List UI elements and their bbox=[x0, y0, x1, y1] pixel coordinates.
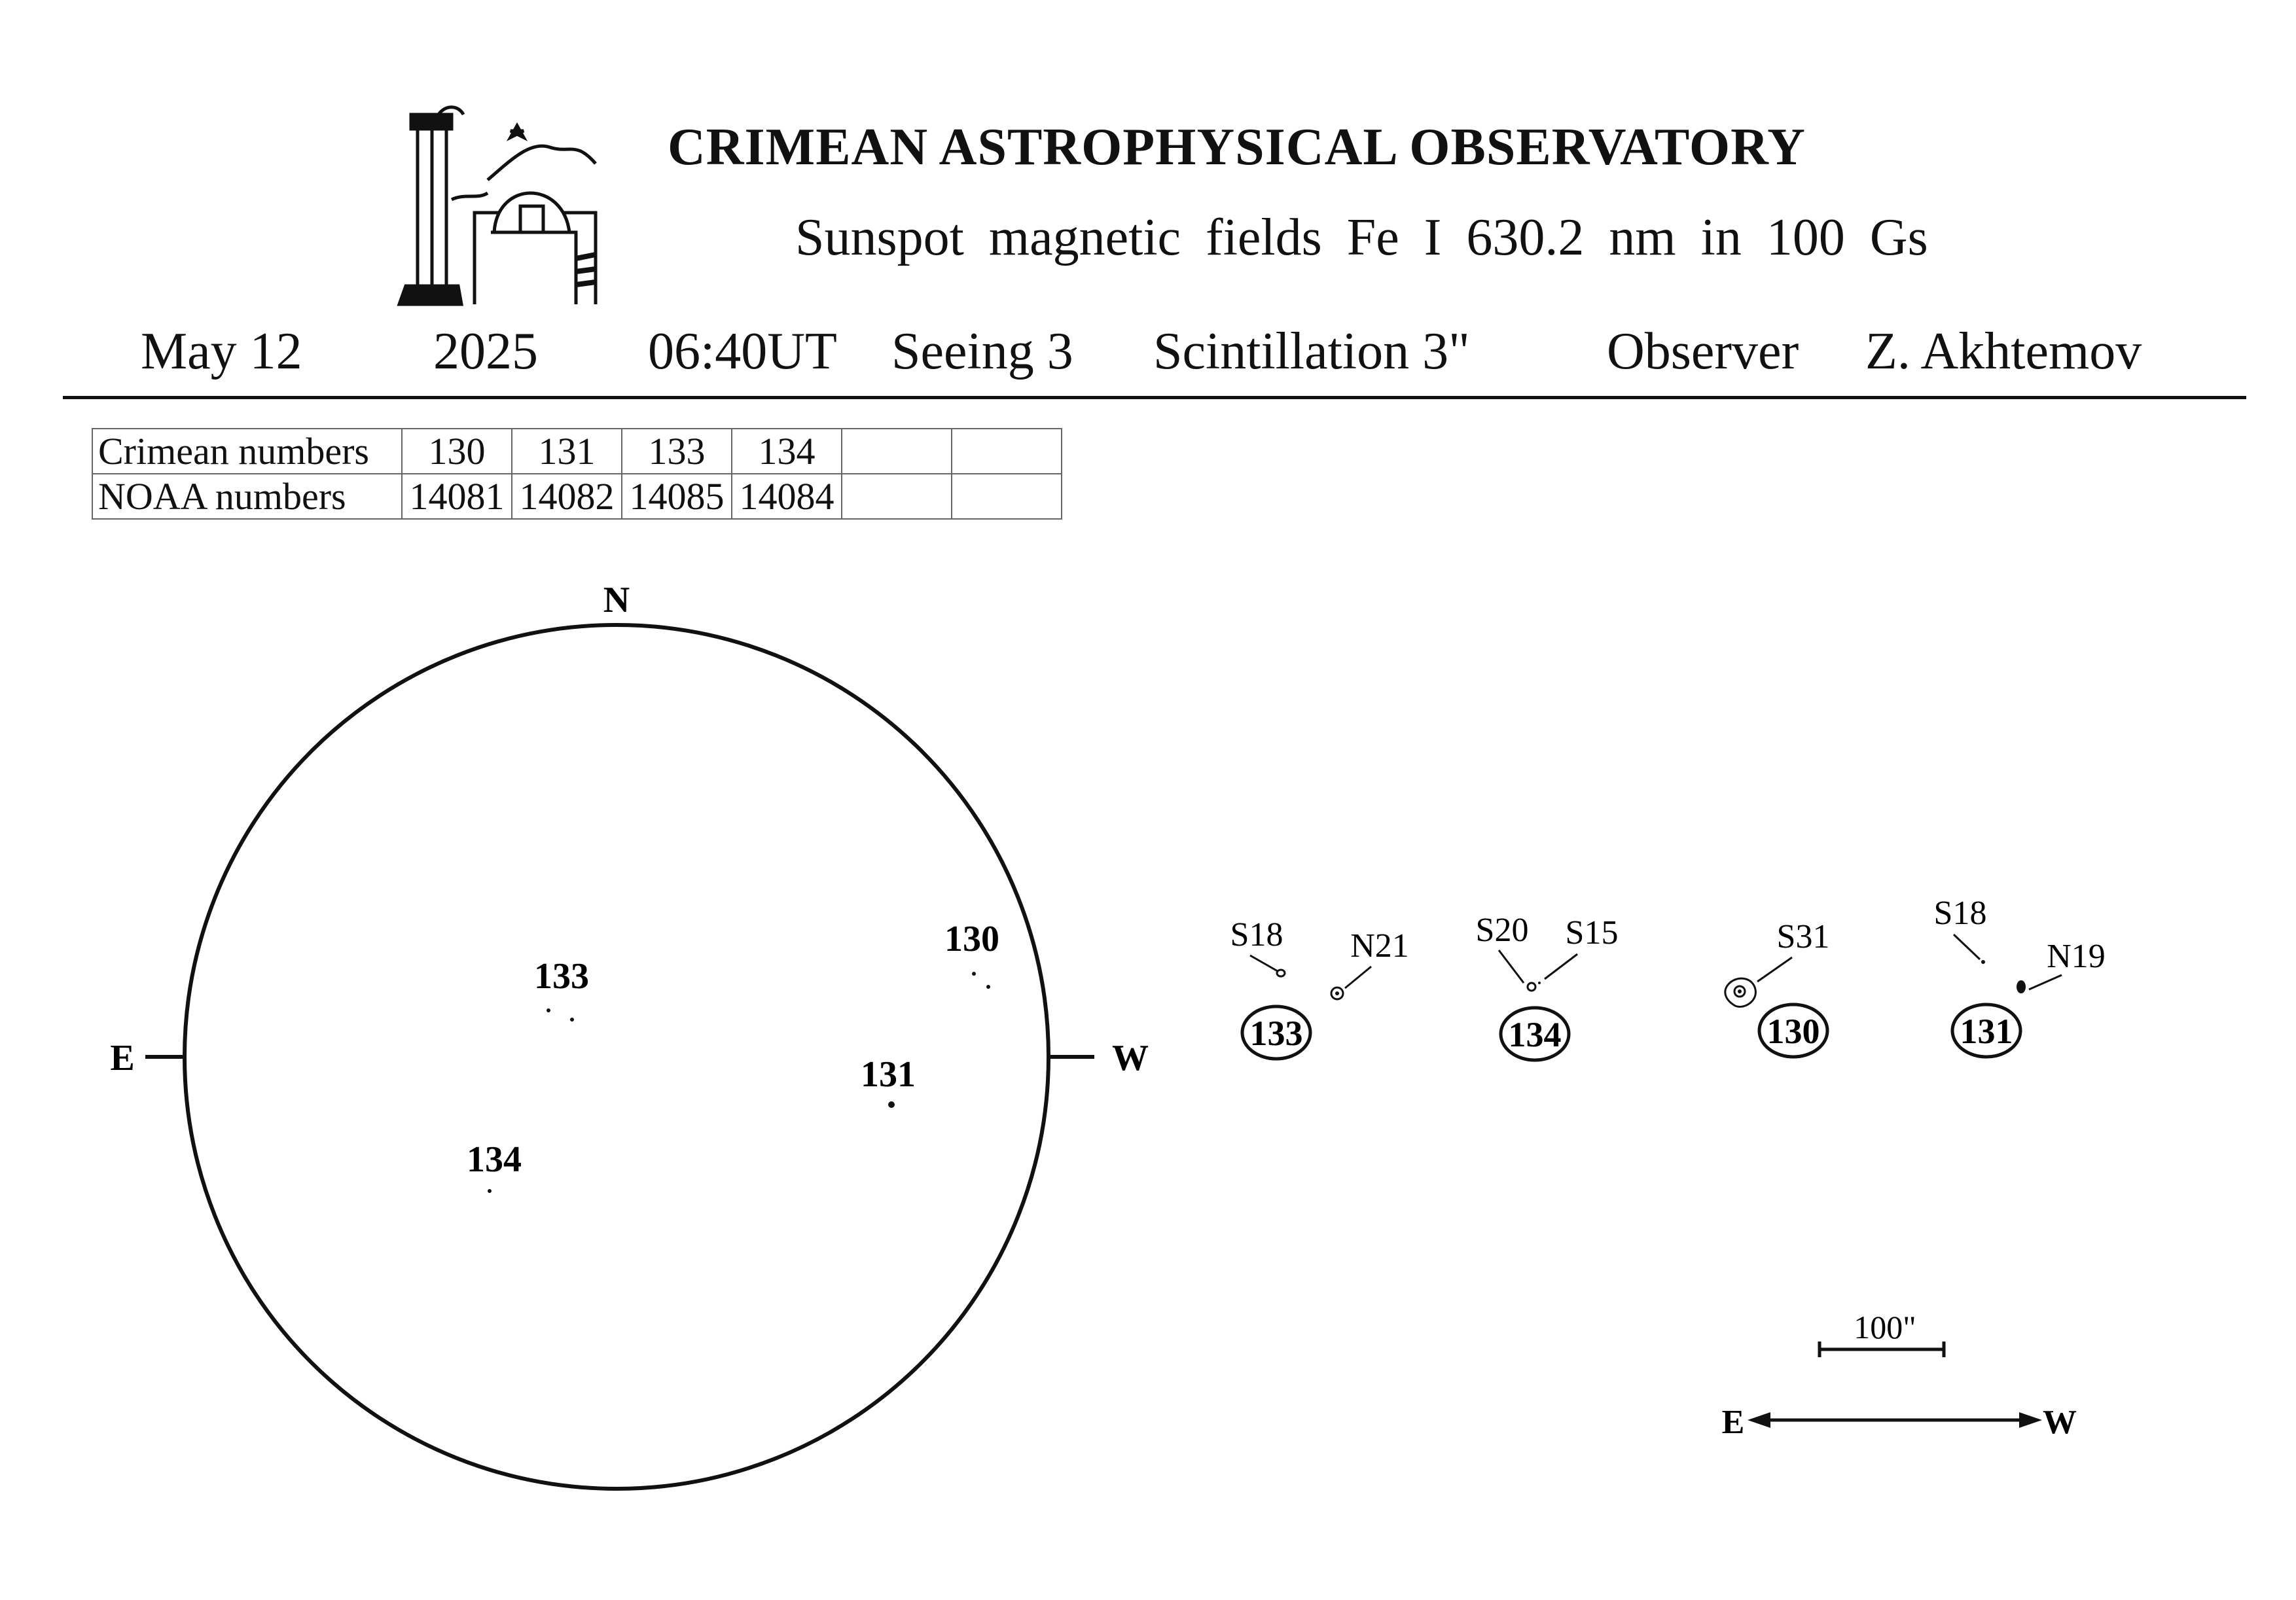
chart-subtitle: Sunspot magnetic fields Fe I 630.2 nm in 100 Gs bbox=[795, 209, 1928, 266]
disk-region-label: 130 bbox=[944, 919, 999, 959]
sunspot-dot bbox=[570, 1018, 574, 1022]
arrow-head-west bbox=[2019, 1412, 2042, 1428]
table-row-label: Crimean numbers bbox=[92, 429, 402, 474]
table-cell: 131 bbox=[512, 429, 622, 474]
arrow-head-east bbox=[1748, 1412, 1770, 1428]
disk-region-label: 131 bbox=[861, 1054, 916, 1095]
region-number: 133 bbox=[1249, 1014, 1303, 1053]
leader-line bbox=[1545, 954, 1577, 979]
north-label: N bbox=[603, 580, 630, 620]
polarity-label: S20 bbox=[1475, 912, 1529, 949]
scale-bar bbox=[1820, 1309, 1944, 1357]
solar-disk bbox=[185, 625, 1049, 1489]
leader-line bbox=[1499, 950, 1524, 983]
observation-year: 2025 bbox=[433, 323, 538, 380]
leader-line bbox=[1250, 955, 1278, 971]
scintillation-value: Scintillation 3" bbox=[1153, 323, 1470, 380]
polarity-label: S18 bbox=[1933, 895, 1987, 932]
disk-region-label: 133 bbox=[534, 956, 589, 997]
polarity-label: N21 bbox=[1350, 927, 1409, 965]
scale-label: 100" bbox=[1854, 1309, 1916, 1345]
sunspot-marker bbox=[1981, 960, 1985, 964]
region-133-detail bbox=[1230, 916, 1409, 1059]
observer-label: Observer bbox=[1607, 323, 1799, 380]
sunspot-marker bbox=[2017, 980, 2026, 993]
sunspot-dot bbox=[888, 1101, 895, 1108]
table-cell: 14085 bbox=[622, 474, 732, 519]
sunspot-dot bbox=[972, 972, 976, 976]
west-label: W bbox=[1112, 1038, 1149, 1078]
sunspot-marker bbox=[1738, 989, 1742, 993]
table-cell: 130 bbox=[402, 429, 512, 474]
sunspot-marker bbox=[1538, 982, 1541, 984]
table-cell: 14081 bbox=[402, 474, 512, 519]
polarity-label: S18 bbox=[1230, 916, 1283, 953]
table-cell: 14082 bbox=[512, 474, 622, 519]
seeing-value: Seeing 3 bbox=[891, 323, 1073, 380]
leader-line bbox=[1345, 967, 1371, 988]
arrow-east-label: E bbox=[1721, 1404, 1745, 1441]
leader-line bbox=[2029, 975, 2062, 989]
polarity-label: S15 bbox=[1565, 914, 1619, 951]
table-cell: 134 bbox=[732, 429, 842, 474]
leader-line bbox=[1757, 957, 1792, 982]
institution-title: CRIMEAN ASTROPHYSICAL OBSERVATORY bbox=[668, 118, 1806, 176]
region-130-detail bbox=[1725, 918, 1830, 1057]
table-cell: 133 bbox=[622, 429, 732, 474]
disk-region-label: 134 bbox=[467, 1139, 522, 1180]
polarity-label: S31 bbox=[1776, 918, 1830, 955]
arrow-west-label: W bbox=[2043, 1404, 2077, 1441]
direction-arrow bbox=[1722, 1404, 2077, 1441]
region-number: 131 bbox=[1960, 1012, 2013, 1051]
region-number: 134 bbox=[1508, 1015, 1562, 1054]
sunspot-dot bbox=[986, 985, 990, 989]
observation-time: 06:40UT bbox=[648, 323, 837, 380]
table-row-label: NOAA numbers bbox=[92, 474, 402, 519]
east-label: E bbox=[110, 1038, 135, 1078]
observer-name: Z. Akhtemov bbox=[1865, 323, 2142, 380]
leader-line bbox=[1954, 934, 1980, 959]
region-131-detail bbox=[1934, 895, 2106, 1057]
sunspot-marker bbox=[1335, 991, 1339, 995]
polarity-label: N19 bbox=[2047, 938, 2106, 975]
observation-date: May 12 bbox=[141, 323, 302, 380]
sunspot-dot bbox=[547, 1008, 550, 1012]
sunspot-marker bbox=[1528, 983, 1535, 991]
region-134-detail bbox=[1476, 912, 1619, 1060]
region-number: 130 bbox=[1767, 1012, 1820, 1051]
sunspot-marker bbox=[1277, 970, 1285, 976]
table-cell: 14084 bbox=[732, 474, 842, 519]
sunspot-dot bbox=[488, 1189, 492, 1193]
